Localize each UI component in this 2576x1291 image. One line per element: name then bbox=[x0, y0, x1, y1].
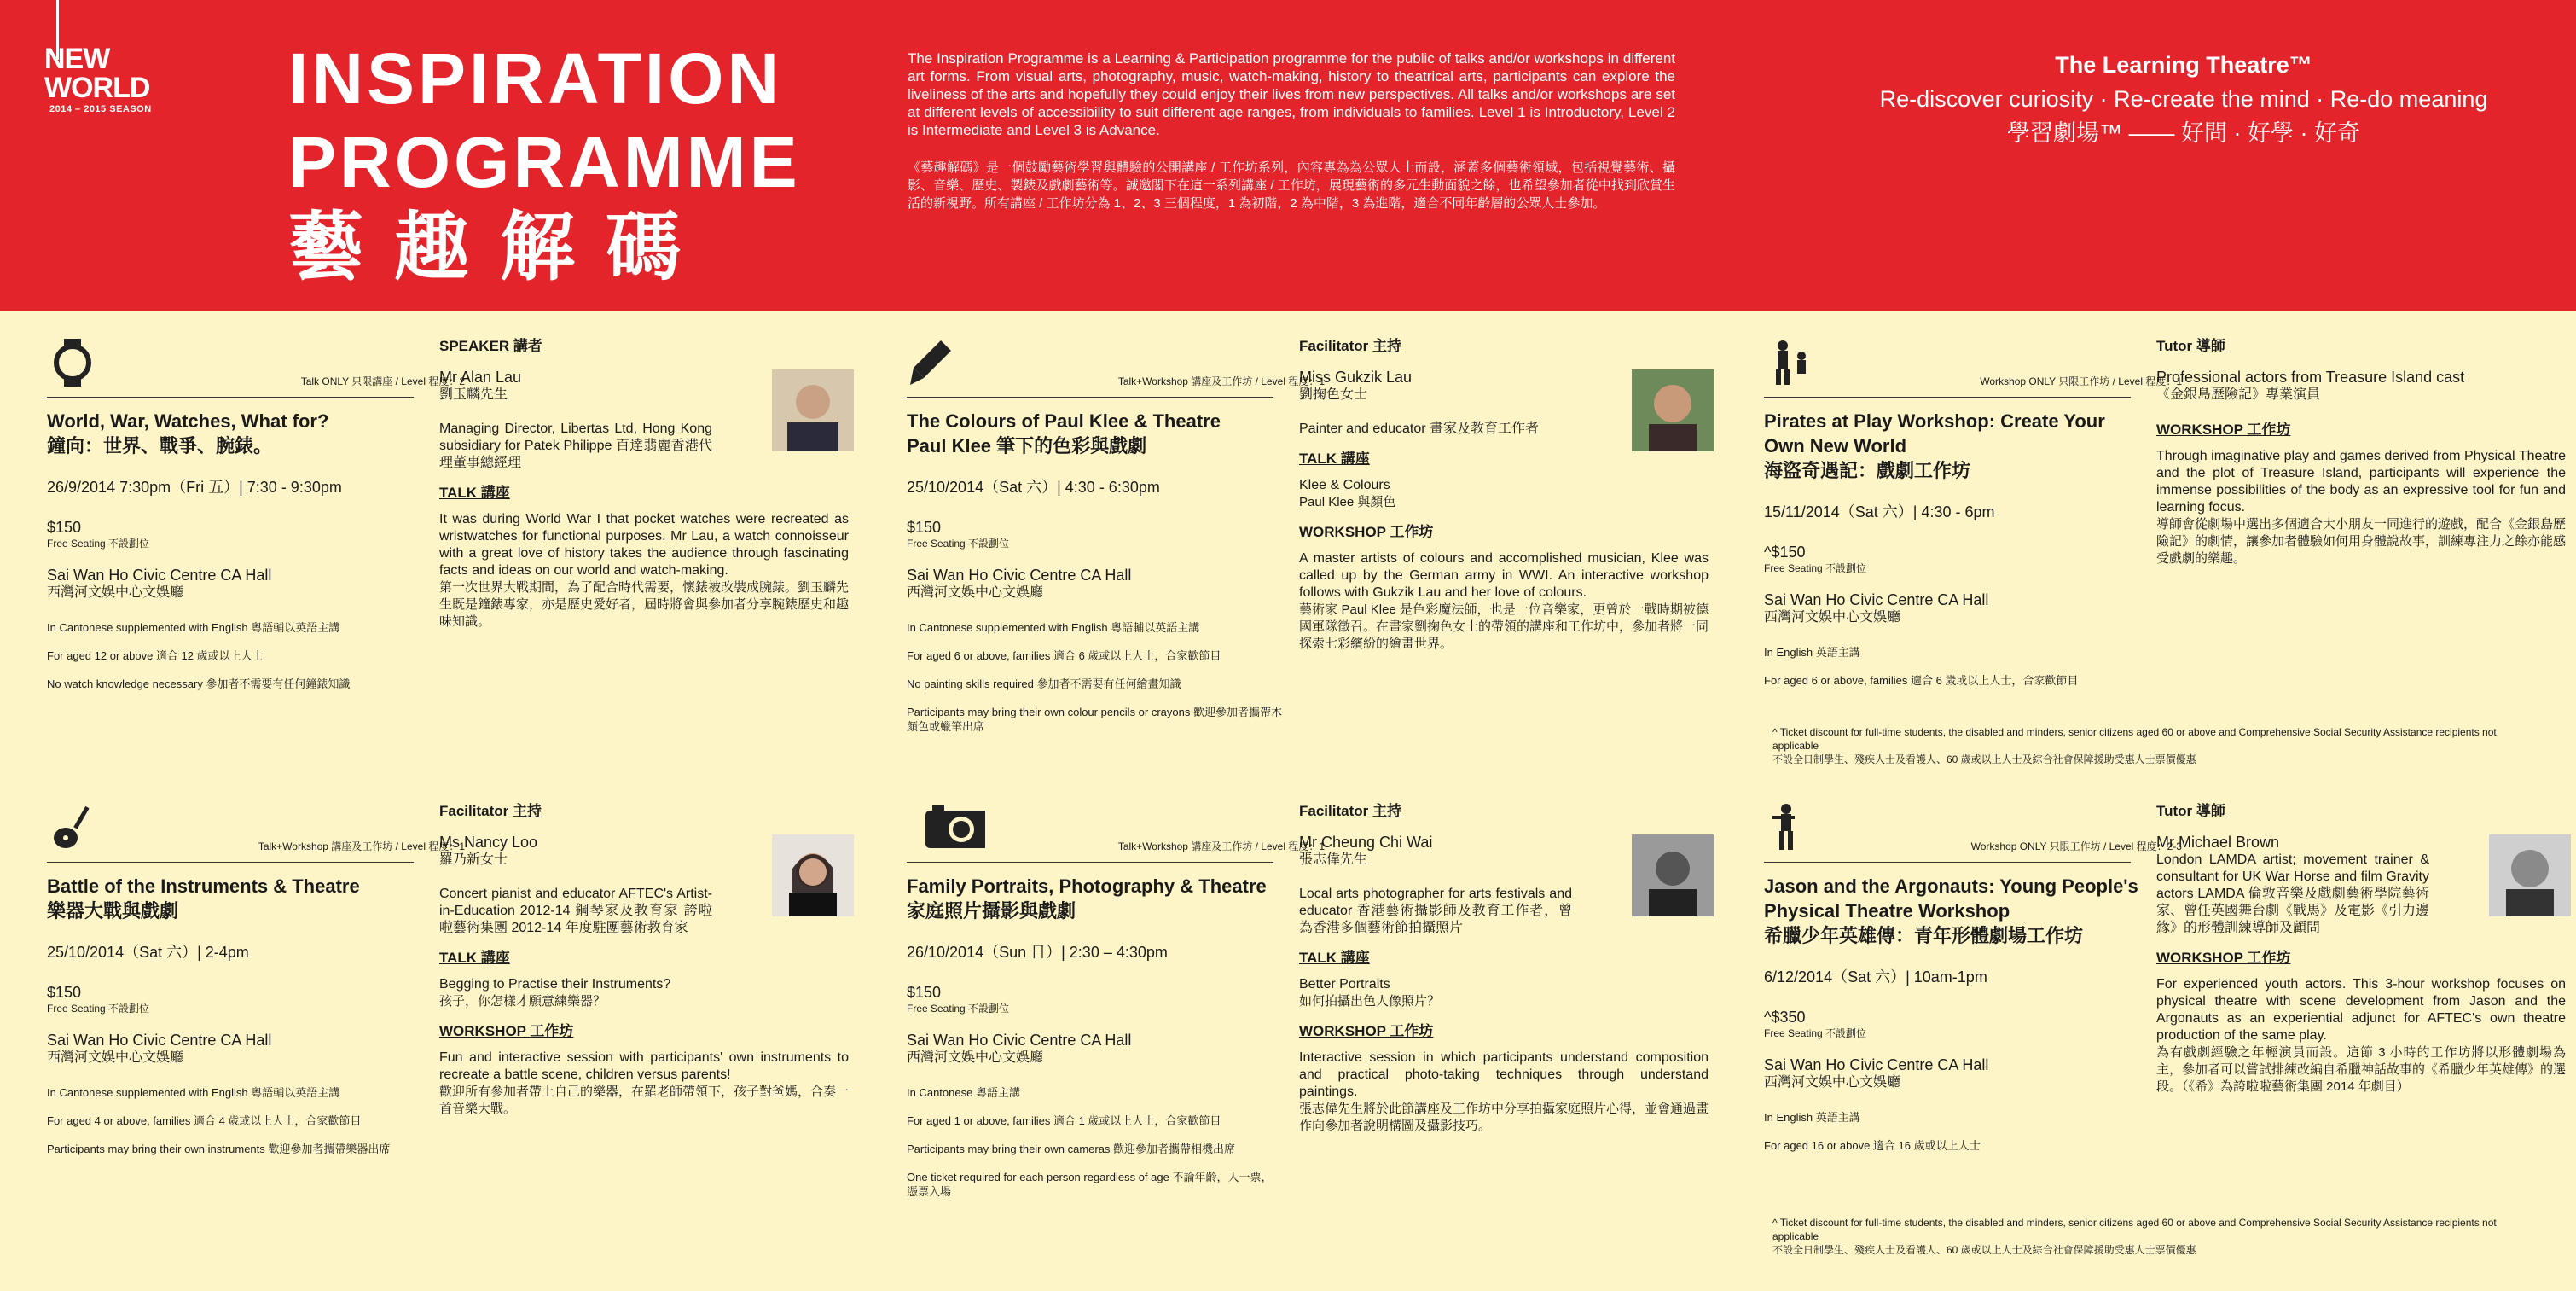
event-note: For aged 16 or above 適合 16 歲或以上人士 bbox=[1764, 1139, 1981, 1152]
section-desc-zh: 為有戲劇經驗之年輕演員而設。這節 3 小時的工作坊將以形體劇場為主，參加者可以嘗試排練改編自希臘神話故事的《希臘少年英雄傳》的選段。（《希》為誇啦啦藝術集團 2014 年劇目） bbox=[2156, 1045, 2567, 1094]
event-card-argonauts bbox=[1764, 802, 2576, 1246]
event-note: In Cantonese supplemented with English 粵語輔以英語主講 bbox=[907, 621, 1200, 634]
event-note: For aged 6 or above, families 適合 6 歲或以上人士，合家歡節目 bbox=[907, 649, 1221, 662]
event-details bbox=[907, 409, 1282, 747]
event-seating: Free Seating 不設劃位 bbox=[1764, 1027, 1867, 1039]
event-title-zh: 家庭照片攝影與戲劇 bbox=[907, 900, 1076, 922]
event-date: 26/10/2014（Sun 日）| 2:30 – 4:30pm bbox=[907, 944, 1168, 961]
new-world-logo bbox=[44, 26, 198, 119]
event-venue-zh: 西灣河文娛中心文娛廳 bbox=[47, 1050, 184, 1065]
camera-icon bbox=[907, 802, 985, 853]
event-venue: Sai Wan Ho Civic Centre CA Hall bbox=[907, 1032, 1132, 1049]
person-name-zh: 張志偉先生 bbox=[1299, 852, 1368, 867]
person-photo bbox=[1632, 369, 1714, 451]
crayon-icon bbox=[907, 337, 958, 388]
event-host bbox=[2156, 337, 2566, 567]
event-title: Family Portraits, Photography & Theatre bbox=[907, 875, 1267, 897]
section-desc-zh: 孩子，你怎樣才願意練樂器？ bbox=[439, 994, 606, 1009]
role-heading: Facilitator 主持 bbox=[1299, 338, 1401, 354]
section-desc: Begging to Practise their Instruments? bbox=[439, 977, 671, 992]
section-desc: Klee & Colours bbox=[1299, 478, 1390, 492]
person-name-zh: 劉玉麟先生 bbox=[439, 387, 508, 402]
section-heading: WORKSHOP 工作坊 bbox=[1299, 524, 1434, 540]
ticket-note-zh: 不設全日制學生、殘疾人士及看護人、60 歲或以上人士及綜合社會保障援助受惠人士票價優惠 bbox=[1772, 753, 2196, 765]
event-title-zh: 海盜奇遇記：戲劇工作坊 bbox=[1764, 460, 1971, 481]
event-note: No painting skills required 參加者不需要有任何繪畫知識 bbox=[907, 677, 1181, 690]
section-desc-zh: 張志偉先生將於此節講座及工作坊中分享拍攝家庭照片心得，並會通過畫作向參加者說明構圖及攝影技巧。 bbox=[1299, 1102, 1709, 1133]
event-details bbox=[47, 874, 422, 1170]
ticket-note-zh: 不設全日制學生、殘疾人士及看護人、60 歲或以上人士及綜合社會保障援助受惠人士票價優惠 bbox=[1772, 1244, 2196, 1256]
event-note: In English 英語主講 bbox=[1764, 1111, 1860, 1124]
event-price: ^$350 bbox=[1764, 1009, 1806, 1026]
actor-icon bbox=[1764, 802, 1815, 853]
event-note: One ticket required for each person regardless of age 不論年齡，人一票，憑票入場 bbox=[907, 1171, 1273, 1198]
event-note: For aged 4 or above, families 適合 4 歲或以上人士，合家歡節目 bbox=[47, 1114, 362, 1127]
event-price: $150 bbox=[47, 984, 82, 1001]
section-heading: TALK 講座 bbox=[439, 485, 510, 501]
event-meta: Talk+Workshop 講座及工作坊 / Level 程度：1 bbox=[258, 840, 465, 852]
divider bbox=[907, 862, 1273, 863]
event-card-pirates bbox=[1764, 337, 2576, 781]
section-desc: Through imaginative play and games derived from Physical Theatre and the plot of Treasure Island, participants will experience the immense possibilities of the body as an expressive tool for fun and learning focus. bbox=[2156, 449, 2566, 515]
guitar-icon bbox=[47, 802, 98, 853]
event-date: 6/12/2014（Sat 六）| 10am-1pm bbox=[1764, 968, 1987, 986]
person-name: Ms Nancy Loo bbox=[439, 834, 538, 851]
event-title: Battle of the Instruments & Theatre bbox=[47, 875, 360, 897]
person-name-zh: 《金銀島歷險記》專業演員 bbox=[2156, 387, 2321, 402]
event-venue-zh: 西灣河文娛中心文娛廳 bbox=[907, 1050, 1044, 1065]
event-meta: Workshop ONLY 只限工作坊 / Level 程度：2-3 bbox=[1970, 840, 2182, 852]
event-host bbox=[2156, 802, 2566, 1096]
event-card-photography bbox=[907, 802, 1760, 1246]
event-seating: Free Seating 不設劃位 bbox=[907, 1003, 1010, 1015]
event-note: In Cantonese supplemented with English 粵語輔以英語主講 bbox=[47, 621, 340, 634]
event-title: World, War, Watches, What for? bbox=[47, 410, 329, 432]
person-bio: Painter and educator 畫家及教育工作者 bbox=[1299, 422, 1539, 436]
person-name: Mr Cheung Chi Wai bbox=[1299, 834, 1433, 851]
divider bbox=[1764, 397, 2131, 398]
event-date: 15/11/2014（Sat 六）| 4:30 - 6pm bbox=[1764, 503, 1995, 520]
person-bio: Managing Director, Libertas Ltd, Hong Kong subsidiary for Patek Philippe 百達翡麗香港代理董事總經理 bbox=[439, 422, 712, 470]
event-details bbox=[1764, 874, 2139, 1166]
person-name: Mr Alan Lau bbox=[439, 369, 522, 386]
event-card-instruments bbox=[47, 802, 900, 1246]
event-note: In English 英語主講 bbox=[1764, 646, 1860, 659]
event-card-watches bbox=[47, 337, 900, 781]
event-note: For aged 6 or above, families 適合 6 歲或以上人士，合家歡節目 bbox=[1764, 674, 2079, 687]
person-name-zh: 羅乃新女士 bbox=[439, 852, 508, 867]
ticket-note-top bbox=[1772, 725, 2540, 766]
section-heading: WORKSHOP 工作坊 bbox=[2156, 950, 2291, 966]
ticket-note-bottom bbox=[1772, 1216, 2540, 1257]
event-venue: Sai Wan Ho Civic Centre CA Hall bbox=[47, 567, 272, 584]
event-meta: Workshop ONLY 只限工作坊 / Level 程度：1 bbox=[1980, 375, 2182, 387]
role-heading: Tutor 導師 bbox=[2156, 803, 2225, 819]
event-note: For aged 1 or above, families 適合 1 歲或以上人士，合家歡節目 bbox=[907, 1114, 1221, 1127]
intro-zh: 《藝趣解碼》是一個鼓勵藝術學習與體驗的公開講座 / 工作坊系列，內容專為為公眾人士而設，涵蓋多個藝術領域，包括視覺藝術、攝影、音樂、歷史、製錶及戲劇藝術等。誠邀閣下在這一系列講座 / 工作坊，展現藝術的多元生動面貌之餘，也希望參加者從中找到欣賞生活的新視野。所有講座 / 工作坊分為 1、2、3 三個程度，1 為初階，2 為中階，3 為進階，適合不同年齡層的公眾人士參加。 bbox=[908, 160, 1675, 211]
person-bio: Concert pianist and educator AFTEC's Artist-in-Education 2012-14 鋼琴家及教育家 誇啦啦藝術集團 2012-14 年度駐團藝術教育家 bbox=[439, 887, 712, 935]
event-seating: Free Seating 不設劃位 bbox=[907, 538, 1010, 550]
event-price: $150 bbox=[907, 984, 942, 1001]
event-meta: Talk+Workshop 講座及工作坊 / Level 程度：1 bbox=[1117, 375, 1325, 387]
event-title-zh: 希臘少年英雄傳：青年形體劇場工作坊 bbox=[1764, 925, 2084, 946]
event-title: Jason and the Argonauts: Young People's Physical Theatre Workshop bbox=[1764, 875, 2138, 922]
event-card-paul-klee bbox=[907, 337, 1760, 781]
section-desc-zh: 第一次世界大戰期間，為了配合時代需要，懷錶被改裝成腕錶。劉玉麟先生既是鐘錶專家，亦是歷史愛好者，屆時將會與參加者分享腕錶歷史和趣味知識。 bbox=[439, 580, 850, 629]
event-title: The Colours of Paul Klee & Theatre bbox=[907, 410, 1221, 432]
divider bbox=[47, 862, 414, 863]
header-banner bbox=[0, 0, 2576, 311]
section-desc: Better Portraits bbox=[1299, 977, 1390, 992]
person-photo bbox=[1632, 834, 1714, 916]
event-note: In Cantonese supplemented with English 粵語輔以英語主講 bbox=[47, 1086, 340, 1099]
section-desc: Fun and interactive session with participants' own instruments to recreate a battle scene, children versus parents! bbox=[439, 1050, 849, 1082]
section-heading: WORKSHOP 工作坊 bbox=[1299, 1023, 1434, 1039]
event-note: No watch knowledge necessary 參加者不需要有任何鐘錶知識 bbox=[47, 677, 351, 690]
person-bio: London LAMDA artist; movement trainer & consultant for UK War Horse and film Gravity actors LAMDA 倫敦音樂及戲劇藝術學院藝術家、曾任英國舞台劇《戰馬》及電影《引力邊緣》的形體訓練導師及顧問 bbox=[2156, 852, 2430, 935]
section-desc: For experienced youth actors. This 3-hour workshop focuses on physical theatre with scene development from Jason and the Argonauts as an experiential adjunct for AFTEC's own theatre production of the same play. bbox=[2156, 977, 2566, 1043]
section-desc: A master artists of colours and accomplished musician, Klee was called up by the German army in WWI. An interactive workshop follows with Gukzik Lau and her love of colours. bbox=[1299, 551, 1709, 600]
section-heading: TALK 講座 bbox=[439, 950, 510, 966]
event-details bbox=[907, 874, 1282, 1212]
person-name-zh: 劉掬色女士 bbox=[1299, 387, 1368, 402]
event-seating: Free Seating 不設劃位 bbox=[1764, 562, 1867, 574]
event-venue: Sai Wan Ho Civic Centre CA Hall bbox=[47, 1032, 272, 1049]
event-seating: Free Seating 不設劃位 bbox=[47, 1003, 150, 1015]
event-venue-zh: 西灣河文娛中心文娛廳 bbox=[1764, 1075, 1901, 1090]
intro-en: The Inspiration Programme is a Learning & Participation programme for the public of talks and/or workshops in different art forms. From visual arts, photography, music, watch-making, history to theatrical arts, participants can explore the liveliness of the arts and hopefully they could enjoy their lives from new perspectives. All talks and/or workshops are set at different levels of accessibility to suit different age ranges, from individuals to families. Level 1 is Introductory, Level 2 is Intermediate and Level 3 is Advance. bbox=[908, 50, 1675, 138]
person-bio: Local arts photographer for arts festivals and educator 香港藝術攝影師及教育工作者，曾為香港多個藝術節拍攝照片 bbox=[1299, 887, 1572, 935]
event-title: Pirates at Play Workshop: Create Your Own New World bbox=[1764, 410, 2105, 457]
event-host bbox=[439, 337, 849, 631]
section-heading: TALK 講座 bbox=[1299, 451, 1370, 467]
section-desc: Interactive session in which participants understand composition and practical photo-taking techniques through understand paintings. bbox=[1299, 1050, 1709, 1099]
event-note: For aged 12 or above 適合 12 歲或以上人士 bbox=[47, 649, 264, 662]
role-heading: SPEAKER 講者 bbox=[439, 338, 542, 354]
title-line1: INSPIRATION bbox=[288, 38, 783, 119]
event-host bbox=[439, 802, 849, 1118]
person-photo bbox=[772, 369, 854, 451]
event-price: ^$150 bbox=[1764, 544, 1806, 561]
event-note: Participants may bring their own colour pencils or crayons 歡迎參加者攜帶木顏色或蠟筆出席 bbox=[907, 706, 1282, 733]
learning-theatre bbox=[1834, 48, 2533, 150]
event-meta: Talk ONLY 只限講座 / Level 程度：2 bbox=[300, 375, 465, 387]
event-meta: Talk+Workshop 講座及工作坊 / Level 程度：1 bbox=[1117, 840, 1325, 852]
title-zh: 藝趣解碼 bbox=[288, 205, 712, 289]
section-desc-zh: 藝術家 Paul Klee 是色彩魔法師，也是一位音樂家，更曾於一戰時期被德國軍隊徵召。在畫家劉掬色女士的帶領的講座和工作坊中，參加者將一同探索七彩繽紛的繪畫世界。 bbox=[1299, 602, 1709, 651]
event-venue-zh: 西灣河文娛中心文娛廳 bbox=[907, 585, 1044, 600]
event-venue-zh: 西灣河文娛中心文娛廳 bbox=[47, 585, 184, 600]
event-date: 26/9/2014 7:30pm（Fri 五）| 7:30 - 9:30pm bbox=[47, 479, 342, 496]
lt-zh: 學習劇場™ —— 好問 · 好學 · 好奇 bbox=[2007, 120, 2360, 146]
event-note: In Cantonese 粵語主講 bbox=[907, 1086, 1020, 1099]
section-heading: WORKSHOP 工作坊 bbox=[2156, 422, 2291, 438]
event-host bbox=[1299, 802, 1709, 1135]
section-desc-zh: Paul Klee 與顏色 bbox=[1299, 495, 1396, 509]
role-heading: Facilitator 主持 bbox=[439, 803, 542, 819]
event-date: 25/10/2014（Sat 六）| 2-4pm bbox=[47, 944, 249, 961]
person-name: Miss Gukzik Lau bbox=[1299, 369, 1413, 386]
event-host bbox=[1299, 337, 1709, 653]
divider bbox=[1764, 862, 2131, 863]
lt-tagline: Re-discover curiosity · Re-create the mind · Re-do meaning bbox=[1879, 86, 2488, 112]
event-price: $150 bbox=[907, 519, 942, 536]
event-venue: Sai Wan Ho Civic Centre CA Hall bbox=[907, 567, 1132, 584]
section-heading: TALK 講座 bbox=[1299, 950, 1370, 966]
season-label: 2014 – 2015 SEASON bbox=[49, 104, 152, 114]
role-heading: Facilitator 主持 bbox=[1299, 803, 1401, 819]
event-seating: Free Seating 不設劃位 bbox=[47, 538, 150, 550]
pirates-icon bbox=[1764, 337, 1815, 388]
lt-title: The Learning Theatre™ bbox=[2055, 52, 2312, 78]
event-venue-zh: 西灣河文娛中心文娛廳 bbox=[1764, 610, 1901, 625]
event-venue: Sai Wan Ho Civic Centre CA Hall bbox=[1764, 591, 1989, 608]
title-line2: PROGRAMME bbox=[288, 122, 801, 202]
section-desc-zh: 歡迎所有參加者帶上自己的樂器，在羅老師帶領下，孩子對爸媽，合奏一首音樂大戰。 bbox=[439, 1085, 850, 1116]
ticket-note-en: ^ Ticket discount for full-time students, the disabled and minders, senior citizens aged 60 or above and Comprehensive Social Security Assistance recipients not applicable bbox=[1772, 1217, 2497, 1242]
event-title-zh: 樂器大戰與戲劇 bbox=[47, 900, 179, 922]
person-photo bbox=[2489, 834, 2571, 916]
watch-icon bbox=[47, 337, 98, 388]
person-name: Mr Michael Brown bbox=[2156, 834, 2280, 851]
event-date: 25/10/2014（Sat 六）| 4:30 - 6:30pm bbox=[907, 479, 1160, 496]
section-desc-zh: 導師會從劇場中選出多個適合大小朋友一同進行的遊戲，配合《金銀島歷險記》的劇情，讓參加者體驗如何用身體說故事，訓練專注力之餘亦能感受戲劇的樂趣。 bbox=[2156, 517, 2567, 566]
divider bbox=[47, 397, 414, 398]
divider bbox=[907, 397, 1273, 398]
person-photo bbox=[772, 834, 854, 916]
event-title-zh: Paul Klee 筆下的色彩與戲劇 bbox=[907, 435, 1147, 457]
event-title-zh: 鐘向：世界、戰爭、腕錶。 bbox=[47, 435, 273, 457]
section-desc-zh: 如何拍攝出色人像照片？ bbox=[1299, 994, 1441, 1009]
role-heading: Tutor 導師 bbox=[2156, 338, 2225, 354]
logo-text: NEW WORLD bbox=[44, 43, 150, 104]
section-heading: WORKSHOP 工作坊 bbox=[439, 1023, 574, 1039]
section-desc: It was during World War I that pocket watches were recreated as wristwatches for functional purposes. Mr Lau, a watch connoisseur with a great love of history takes the audience through fascinating facts and ideas on our world and watch-making. bbox=[439, 512, 849, 578]
event-price: $150 bbox=[47, 519, 82, 536]
event-note: Participants may bring their own cameras 歡迎參加者攜帶相機出席 bbox=[907, 1143, 1236, 1155]
person-name: Professional actors from Treasure Island cast bbox=[2156, 369, 2465, 386]
event-details bbox=[47, 409, 422, 705]
event-note: Participants may bring their own instruments 歡迎參加者攜帶樂器出席 bbox=[47, 1143, 391, 1155]
ticket-note-en: ^ Ticket discount for full-time students, the disabled and minders, senior citizens aged 60 or above and Comprehensive Social Security Assistance recipients not applicable bbox=[1772, 726, 2497, 752]
event-details bbox=[1764, 409, 2139, 701]
event-venue: Sai Wan Ho Civic Centre CA Hall bbox=[1764, 1056, 1989, 1073]
